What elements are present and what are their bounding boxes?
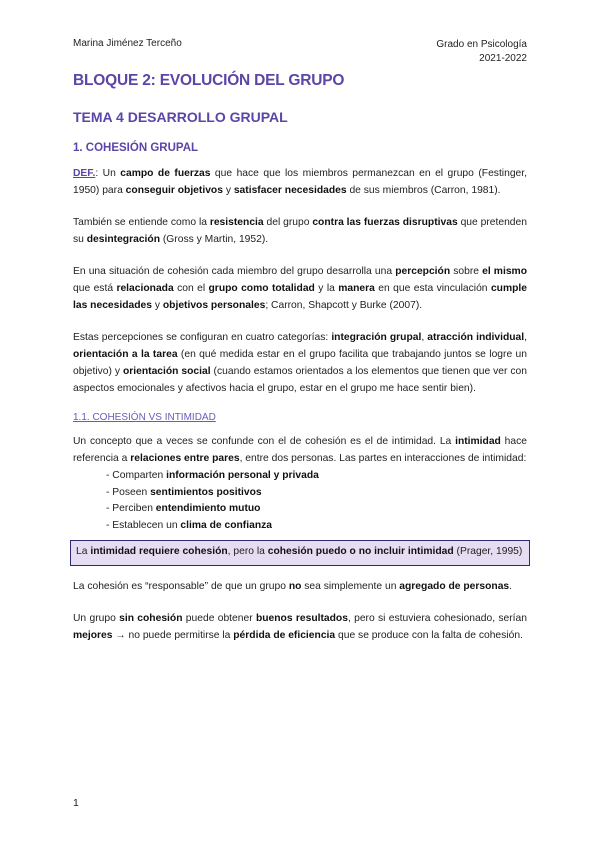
list-item: - Comparten información personal y privada — [106, 470, 319, 481]
bloque-title: BLOQUE 2: EVOLUCIÓN DEL GRUPO — [73, 72, 345, 89]
intimacy-paragraph: Un concepto que a veces se confunde con el de cohesión es el de intimidad. La intimidad hace referencia a relaciones entre pares, entre dos personas. Las partes en interacciones de intimidad: — [73, 436, 527, 464]
page-number: 1 — [73, 797, 79, 809]
def-label: DEF. — [73, 168, 96, 179]
definition-paragraph: DEF.: Un campo de fuerzas que hace que los miembros permanezcan en el grupo (Festinger, 1950) para conseguir objetivos y satisfacer necesidades de sus miembros (Carron, 1981). — [73, 168, 527, 196]
responsible-paragraph: La cohesión es “responsable” de que un grupo no sea simplemente un agregado de personas. — [73, 581, 513, 592]
document-content — [73, 72, 527, 659]
categories-paragraph: Estas percepciones se configuran en cuatro categorías: integración grupal, atracción individual, orientación a la tarea (en qué medida estar en el grupo facilita que trabajando juntos se logre un objetivo) y orientación social (cuando estamos orientados a los elementos que tienen que ver con aspectos emocionales y afectivos hacia el grupo, estar en el grupo me hace sentir bien). — [73, 332, 528, 394]
section-title: 1. COHESIÓN GRUPAL — [73, 142, 199, 154]
header-degree: Grado en Psicología — [436, 39, 527, 50]
highlight-box: La intimidad requiere cohesión, pero la cohesión puedo o no incluir intimidad (Prager, 1995) — [70, 540, 530, 566]
tema-title: TEMA 4 DESARROLLO GRUPAL — [73, 109, 288, 125]
list-item: - Perciben entendimiento mutuo — [106, 503, 261, 514]
list-item: - Poseen sentimientos positivos — [106, 486, 262, 498]
list-item: - Establecen un clima de confianza — [106, 519, 272, 531]
header-course — [436, 38, 527, 66]
header-year: 2021-2022 — [479, 53, 527, 64]
efficiency-paragraph: Un grupo sin cohesión puede obtener buenos resultados, pero si estuviera cohesionado, serían mejores → no puede permitirse la pérdida de eficiencia que se produce con la falta de cohesión. — [73, 613, 527, 641]
perception-paragraph: En una situación de cohesión cada miembro del grupo desarrolla una percepción sobre el mismo que está relacionada con el grupo como totalidad y la manera en que esta vinculación cumple las necesidades y objetivos personales; Carron, Shapcott y Burke (2007). — [73, 266, 527, 311]
subsection-title: 1.1. COHESIÓN VS INTIMIDAD — [73, 412, 216, 423]
header-author: Marina Jiménez Terceño — [73, 38, 182, 49]
resistance-paragraph: También se entiende como la resistencia del grupo contra las fuerzas disruptivas que pretenden su desintegración (Gross y Martin, 1952). — [73, 217, 527, 245]
intimacy-list — [106, 468, 527, 534]
